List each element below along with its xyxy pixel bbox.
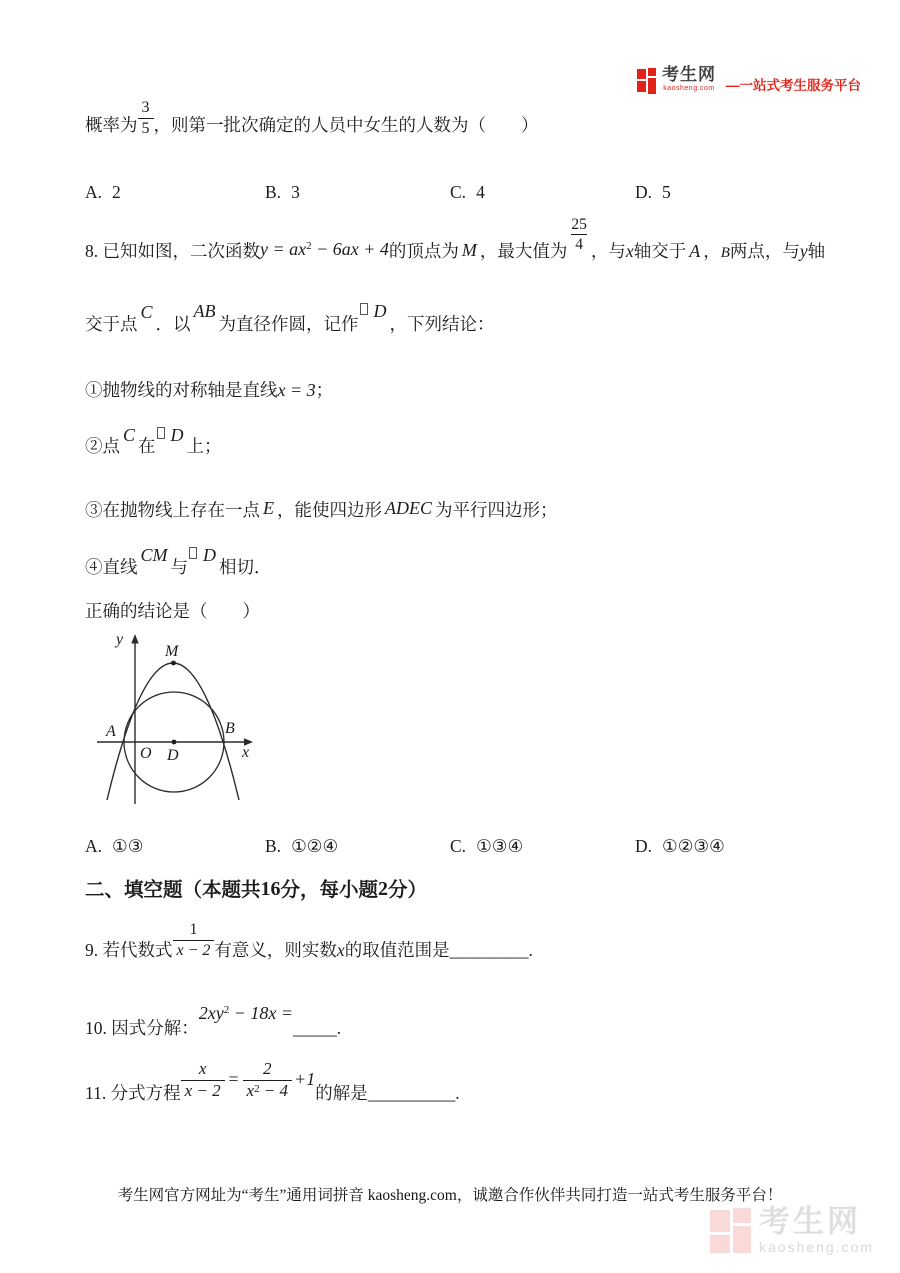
q8-option-d-value: ①②③④	[662, 836, 725, 856]
q9-fraction-denominator: x − 2	[173, 940, 215, 960]
q8-s4-t3: 相切．	[219, 557, 272, 577]
q7-text-before: 概率为	[85, 115, 138, 136]
missing-glyph-box	[157, 427, 165, 439]
q8-text-two-points: 两点，与	[729, 241, 800, 262]
question9	[85, 921, 533, 962]
q7-option-c-value: 4	[476, 182, 485, 202]
vertex-dot-m	[171, 661, 176, 666]
q8-text-with: ，与	[590, 241, 626, 262]
watermark-h-icon	[710, 1206, 753, 1254]
q7-option-b-value: 3	[291, 182, 300, 202]
q8-var-b: B	[720, 245, 730, 262]
watermark-domain: kaosheng.com	[759, 1239, 875, 1255]
q9-fraction-numerator: 1	[189, 921, 198, 938]
section2-points-total: 16	[260, 878, 281, 900]
q8-s3-t3: 为平行四边形；	[435, 499, 558, 520]
section2-header	[85, 877, 427, 902]
q9-period: .	[528, 940, 533, 961]
q7-text-after: ，则第一批次确定的人员中女生的人数为（ ）	[153, 115, 539, 136]
q9-t1: 若代数式	[98, 940, 173, 961]
parabola-curve	[107, 663, 239, 800]
logo-domain-text: kaosheng.com	[663, 84, 715, 92]
kaosheng-logo	[637, 62, 861, 94]
q8-quadratic-formula: $y = ax^2 - 6ax + 4$	[260, 238, 389, 259]
q9-fraction	[173, 921, 215, 959]
q8-option-c	[450, 836, 523, 857]
q11-answer-blank: __________	[367, 1082, 456, 1103]
q8-option-a-value: ①③	[112, 836, 144, 856]
center-dot-d	[172, 740, 177, 745]
q7-option-a-value: 2	[112, 182, 121, 202]
q8-l2-t2: ．以	[155, 314, 191, 334]
q10-formula: $2xy^2 - 18x$ =	[198, 1003, 294, 1023]
footer-note	[0, 1183, 900, 1205]
q7-fraction-numerator: 3	[141, 99, 150, 116]
q11-period: .	[455, 1082, 460, 1103]
q8-conclusion-text: 正确的结论是（ ）	[85, 601, 260, 621]
q8-option-b-value: ①②④	[291, 836, 339, 856]
q8-var-x: x	[625, 241, 634, 262]
q8-s3-t1: ③在抛物线上存在一点	[85, 499, 260, 520]
q11-frac1-numerator: x	[198, 1059, 207, 1078]
q8-text-max: ，最大值为	[479, 241, 568, 262]
q9-t2: 有意义，则实数	[214, 940, 337, 961]
question7-stem	[85, 99, 539, 137]
q11-t2: 的解是	[315, 1082, 368, 1103]
q7-options-row	[85, 182, 835, 208]
q8-s2-var-c: C	[123, 425, 136, 446]
q7-option-a	[85, 182, 121, 203]
q8-text-vertex: 的顶点为	[388, 241, 459, 262]
q10-t1: 因式分解：	[106, 1017, 199, 1038]
q7-option-d	[635, 182, 671, 203]
q8-s4-t2: 与	[170, 557, 188, 577]
q8-option-d-label: D.	[635, 836, 653, 856]
q8-s1-end: ；	[315, 379, 334, 400]
q8-s3-t2: ，能使四边形	[277, 499, 382, 520]
q10-number: 10.	[85, 1017, 107, 1038]
q8-l2-t1: 交于点	[85, 314, 138, 334]
q10-period: .	[336, 1017, 342, 1038]
q7-option-b-label: B.	[265, 182, 282, 202]
q8-var-y: y	[799, 241, 808, 262]
missing-glyph-box	[189, 547, 197, 559]
q9-number: 9.	[85, 940, 99, 961]
q7-option-c-label: C.	[450, 182, 467, 202]
q9-answer-blank: _________	[449, 940, 529, 961]
q8-s4-var-cm: CM	[140, 545, 168, 566]
q11-frac2-numerator: 2	[263, 1059, 272, 1078]
q8-l2-t3: 为直径作圆，记作	[218, 314, 359, 334]
q8-option-c-label: C.	[450, 836, 467, 856]
label-o: O	[140, 745, 152, 762]
q11-fraction-right	[243, 1060, 293, 1100]
q8-l2-circle-d: D	[359, 300, 390, 323]
q8-s4-t1: ④直线	[85, 557, 138, 577]
q9-var-x: x	[336, 940, 345, 961]
q11-t1: 分式方程	[106, 1082, 181, 1103]
y-axis-arrow	[131, 634, 138, 644]
section2-points-each: 2	[378, 878, 389, 900]
q11-equals-sign: =	[228, 1068, 239, 1089]
q8-s2-circle-d: D	[156, 424, 187, 447]
q8-fraction-numerator: 25	[571, 216, 587, 233]
label-a: A	[106, 723, 116, 740]
question8-stem-line1	[85, 216, 825, 263]
q8-s1-math: x = 3	[277, 380, 316, 400]
label-y: y	[116, 631, 124, 648]
q8-max-fraction	[567, 216, 591, 253]
q7-option-d-label: D.	[635, 182, 653, 202]
q11-fraction-left	[181, 1060, 225, 1100]
question8-stem-line2	[85, 300, 495, 336]
q8-l2-var-c: C	[140, 302, 153, 323]
q11-number: 11.	[85, 1082, 107, 1103]
q10-answer-blank: _____	[293, 1017, 337, 1038]
question10	[85, 1002, 341, 1040]
q8-statement-2	[85, 424, 222, 458]
q8-s4-circle-d: D	[188, 544, 219, 567]
q11-frac2-denominator: $x^2 - 4$	[243, 1080, 293, 1101]
q11-plus-one: +1	[294, 1068, 316, 1089]
q8-text-axis: 轴	[807, 241, 826, 262]
q8-s2-t1: ②点	[85, 436, 120, 456]
q8-l2-var-ab: AB	[193, 301, 216, 322]
q8-option-b-label: B.	[265, 836, 282, 856]
section2-t1: 二、填空题（本题共	[85, 878, 261, 901]
q7-option-d-value: 5	[662, 182, 671, 202]
q7-option-c	[450, 182, 485, 203]
q7-fraction	[138, 99, 154, 137]
q8-intro: 已知如图，二次函数	[98, 241, 260, 262]
q8-option-a-label: A.	[85, 836, 103, 856]
label-m: M	[165, 643, 179, 660]
question11	[85, 1060, 460, 1104]
q8-l2-t4: ，下列结论：	[389, 314, 495, 334]
q8-s2-t2: 在	[138, 436, 156, 456]
logo-brand-text: 考生网	[662, 65, 716, 84]
q8-option-b	[265, 836, 338, 857]
q11-frac1-denominator: x − 2	[181, 1080, 225, 1101]
q8-var-a: A	[689, 240, 701, 261]
label-d: D	[167, 747, 179, 764]
section2-t3: 分）	[388, 878, 428, 901]
q8-var-m: M	[461, 239, 477, 260]
footer-text: 考生网官方网址为“考生”通用词拼音 kaosheng.com，诚邀合作伙伴共同打造一站式考生服务平台！	[117, 1187, 783, 1204]
q8-s2-t3: 上；	[186, 436, 222, 456]
kaosheng-h-icon	[637, 68, 658, 94]
q8-s3-var-e: E	[263, 498, 274, 518]
q8-statement-3	[85, 497, 558, 522]
q7-option-a-label: A.	[85, 182, 103, 202]
q8-fraction-denominator: 4	[571, 234, 587, 253]
q8-number: 8.	[85, 241, 99, 262]
q8-option-d	[635, 836, 725, 857]
label-b: B	[225, 720, 235, 737]
q8-statement-1	[85, 379, 333, 402]
q7-fraction-denominator: 5	[138, 118, 154, 138]
q8-s1-text: ①抛物线的对称轴是直线	[85, 379, 278, 400]
q8-option-a	[85, 836, 143, 857]
q8-statement-4	[85, 544, 272, 579]
watermark	[710, 1206, 874, 1255]
missing-glyph-box	[360, 303, 368, 315]
parabola-circle-figure	[95, 628, 255, 808]
q8-s3-var-adec: ADEC	[385, 498, 432, 518]
q8-text-comma: ，	[703, 241, 721, 262]
section2-t2: 分，每小题	[280, 878, 379, 901]
q8-option-c-value: ①③④	[476, 836, 524, 856]
watermark-brand: 考生网	[759, 1204, 861, 1239]
q8-options-row	[85, 836, 835, 862]
label-x: x	[242, 744, 250, 761]
q9-t3: 的取值范围是	[344, 940, 450, 961]
q7-option-b	[265, 182, 300, 203]
q8-conclusion-prompt	[85, 601, 260, 623]
q8-text-axis-cross: 轴交于	[633, 241, 687, 262]
logo-tagline: —一站式考生服务平台	[726, 78, 861, 93]
